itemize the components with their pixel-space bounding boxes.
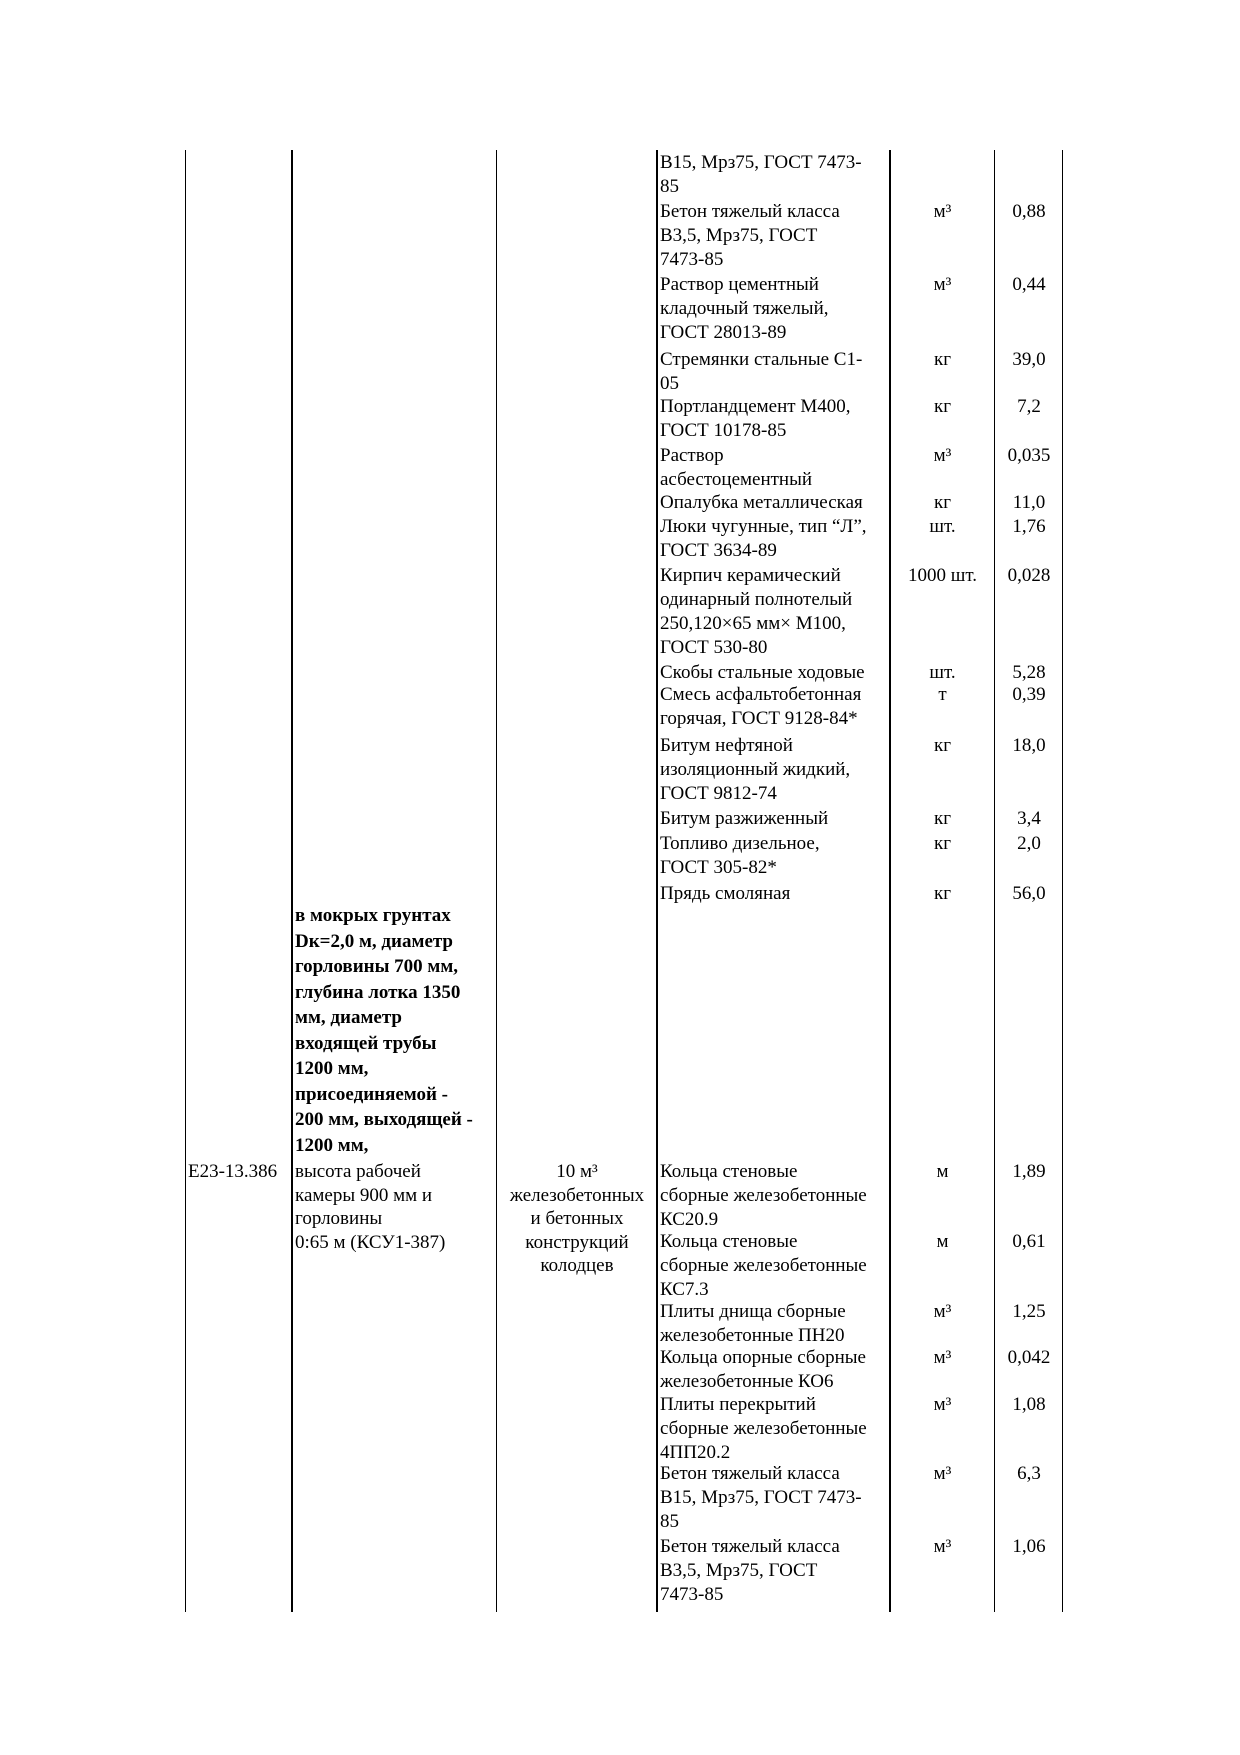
material-quantity: 1,76 [1012,516,1046,537]
material-name: Портландцемент М400, ГОСТ 10178-85 [660,396,851,441]
material-quantity: 0,035 [1007,445,1051,466]
material-quantity: 18,0 [1012,735,1046,756]
material-name: Битум разжиженный [660,808,829,829]
material-quantity: 1,25 [1012,1301,1046,1322]
material-quantity: 0,39 [1012,684,1046,705]
material-name: В15, Мрз75, ГОСТ 7473- 85 [660,152,862,197]
material-unit: м³ [933,274,952,295]
column-divider [291,150,293,1612]
material-name: Бетон тяжелый класса В15, Мрз75, ГОСТ 7473- 85 [660,1463,862,1532]
material-unit: кг [933,396,952,417]
material-unit: м [936,1161,949,1182]
material-quantity: 0,028 [1007,565,1051,586]
column-divider [496,150,497,1612]
material-quantity: 11,0 [1012,492,1046,513]
material-quantity: 0,88 [1012,201,1046,222]
material-name: Скобы стальные ходовые [660,662,865,683]
rate-code: Е23-13.386 [188,1161,278,1182]
measurement-unit: 10 м³ железобетонных и бетонных конструкций колодцев [509,1161,645,1276]
material-quantity: 1,89 [1012,1161,1046,1182]
material-unit: м³ [933,201,952,222]
material-unit: м³ [933,1347,952,1368]
column-divider [656,150,658,1612]
material-name: Раствор цементный кладочный тяжелый, ГОСТ 28013-89 [660,274,829,343]
material-quantity: 39,0 [1012,349,1046,370]
material-unit: кг [933,833,952,854]
material-name: Плиты перекрытий сборные железобетонные 4ПП20.2 [660,1394,867,1463]
material-name: Кирпич керамический одинарный полнотелый 250,120×65 мм× М100, ГОСТ 530-80 [660,565,853,658]
material-unit: кг [933,735,952,756]
material-name: Битум нефтяной изоляционный жидкий, ГОСТ 9812-74 [660,735,851,804]
material-name: Прядь смоляная [660,883,791,904]
material-quantity: 7,2 [1017,396,1041,417]
material-quantity: 1,08 [1012,1394,1046,1415]
material-unit: шт. [929,662,956,683]
material-quantity: 6,3 [1017,1463,1041,1484]
material-unit: м³ [933,445,952,466]
material-quantity: 2,0 [1017,833,1041,854]
material-unit: 1000 шт. [907,565,977,586]
material-name: Кольца стеновые сборные железобетонные КС7.3 [660,1231,867,1300]
material-quantity: 56,0 [1012,883,1046,904]
material-name: Опалубка металлическая [660,492,863,513]
material-name: Плиты днища сборные железобетонные ПН20 [660,1301,846,1346]
material-unit: м [936,1231,949,1252]
material-name: Бетон тяжелый класса В3,5, Мрз75, ГОСТ 7473-85 [660,201,840,270]
material-unit: м³ [933,1536,952,1557]
material-unit: кг [933,808,952,829]
material-unit: кг [933,883,952,904]
material-name: Стремянки стальные С1- 05 [660,349,863,394]
material-unit: т [938,684,947,705]
material-name: Бетон тяжелый класса В3,5, Мрз75, ГОСТ 7473-85 [660,1536,840,1605]
material-quantity: 3,4 [1017,808,1041,829]
material-quantity: 0,44 [1012,274,1046,295]
material-quantity: 1,06 [1012,1536,1046,1557]
material-unit: м³ [933,1394,952,1415]
material-name: Кольца опорные сборные железобетонные КО6 [660,1347,866,1392]
material-name: Люки чугунные, тип “Л”, ГОСТ 3634-89 [660,516,867,561]
material-name: Топливо дизельное, ГОСТ 305-82* [660,833,820,878]
rate-title-bold: в мокрых грунтах Dк=2,0 м, диаметр горловины 700 мм, глубина лотка 1350 мм, диаметр входящей трубы 1200 мм, присоединяемой - 200 мм, выходящей - 1200 мм, [295,905,473,1156]
material-unit: м³ [933,1463,952,1484]
material-name: Смесь асфальтобетонная горячая, ГОСТ 9128-84* [660,684,862,729]
material-quantity: 5,28 [1012,662,1046,683]
material-unit: кг [933,492,952,513]
rate-title-rest: высота рабочей камеры 900 мм и горловины 0:65 м (КСУ1-387) [295,1161,446,1253]
material-quantity: 0,61 [1012,1231,1046,1252]
material-name: Кольца стеновые сборные железобетонные КС20.9 [660,1161,867,1230]
material-name: Раствор асбестоцементный [660,445,813,490]
table-border-left [185,150,186,1612]
material-quantity: 0,042 [1007,1347,1051,1368]
material-unit: кг [933,349,952,370]
material-unit: м³ [933,1301,952,1322]
material-unit: шт. [929,516,956,537]
